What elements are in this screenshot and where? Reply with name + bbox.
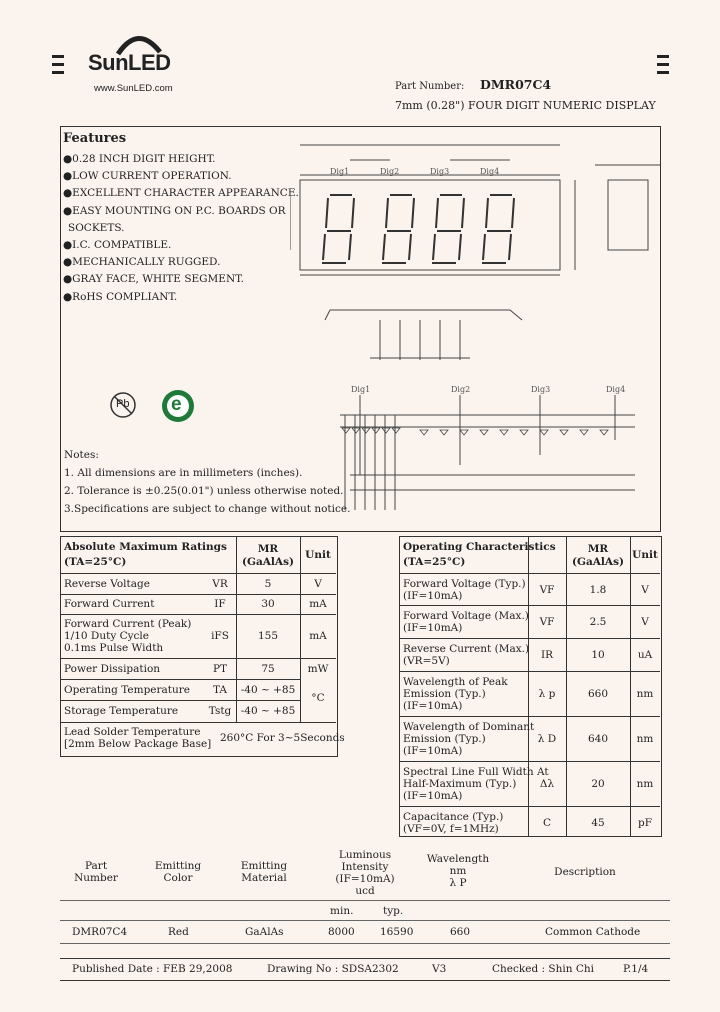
- features-title: Features: [63, 131, 127, 146]
- product-description: 7mm (0.28") FOUR DIGIT NUMERIC DISPLAY: [395, 99, 656, 112]
- col-unit: Unit: [305, 549, 331, 561]
- digit-label: Dig1: [351, 385, 371, 394]
- website-link[interactable]: www.SunLED.com: [94, 83, 173, 94]
- note-item: 2. Tolerance is ±0.25(0.01") unless otherwise noted.: [64, 485, 344, 497]
- pb-free-icon: [108, 390, 138, 420]
- op-char-title: Operating Characteristics: [403, 541, 556, 553]
- feature-item: ●0.28 INCH DIGIT HEIGHT.: [63, 153, 216, 165]
- e-label: e: [171, 394, 182, 415]
- drawing-number: Drawing No : SDSA2302: [267, 963, 399, 975]
- col-mr: MR: [587, 543, 609, 555]
- feature-item: SOCKETS.: [68, 222, 125, 234]
- part-number: DMR07C4: [480, 77, 552, 92]
- edge-mark: [52, 63, 64, 66]
- rohs-e-icon: [160, 388, 196, 424]
- edge-mark: [52, 71, 64, 74]
- digit-label: Dig2: [380, 167, 400, 176]
- digit-label: Dig4: [480, 167, 500, 176]
- edge-mark: [657, 63, 669, 66]
- abs-max-subtitle: (TA=25°C): [64, 556, 127, 568]
- feature-item: ●I.C. COMPATIBLE.: [63, 239, 172, 251]
- pb-label: Pb: [116, 398, 130, 410]
- mechanical-drawing: [290, 130, 660, 525]
- brand-name: SunLED: [88, 50, 171, 75]
- feature-item: ●EASY MOUNTING ON P.C. BOARDS OR: [63, 205, 286, 217]
- feature-item: ●MECHANICALLY RUGGED.: [63, 256, 221, 268]
- edge-mark: [657, 71, 669, 74]
- col-mr: MR: [257, 543, 279, 555]
- note-item: 3.Specifications are subject to change without notice.: [64, 503, 351, 515]
- note-item: 1. All dimensions are in millimeters (inches).: [64, 467, 303, 479]
- checked-by: Checked : Shin Chi: [492, 963, 594, 975]
- feature-item: ●RoHS COMPLIANT.: [63, 291, 178, 303]
- digit-label: Dig1: [330, 167, 350, 176]
- digit-label: Dig3: [531, 385, 551, 394]
- col-material: (GaAlAs): [242, 556, 294, 568]
- feature-item: ●EXCELLENT CHARACTER APPEARANCE.: [63, 187, 299, 199]
- feature-item: ●GRAY FACE, WHITE SEGMENT.: [63, 273, 244, 285]
- version: V3: [432, 963, 447, 975]
- abs-max-title: Absolute Maximum Ratings: [64, 541, 227, 553]
- edge-mark: [657, 55, 669, 58]
- col-unit: Unit: [632, 549, 658, 561]
- feature-item: ●LOW CURRENT OPERATION.: [63, 170, 232, 182]
- digit-label: Dig3: [430, 167, 450, 176]
- edge-mark: [52, 55, 64, 58]
- sunled-logo: [88, 22, 188, 84]
- digit-label: Dig4: [606, 385, 626, 394]
- published-date: Published Date : FEB 29,2008: [72, 963, 233, 975]
- op-char-subtitle: (TA=25°C): [403, 556, 466, 568]
- notes-title: Notes:: [64, 449, 99, 461]
- col-material: (GaAlAs): [572, 556, 624, 568]
- page-number: P.1/4: [623, 963, 649, 975]
- part-number-label: Part Number:: [395, 81, 465, 92]
- digit-label: Dig2: [451, 385, 471, 394]
